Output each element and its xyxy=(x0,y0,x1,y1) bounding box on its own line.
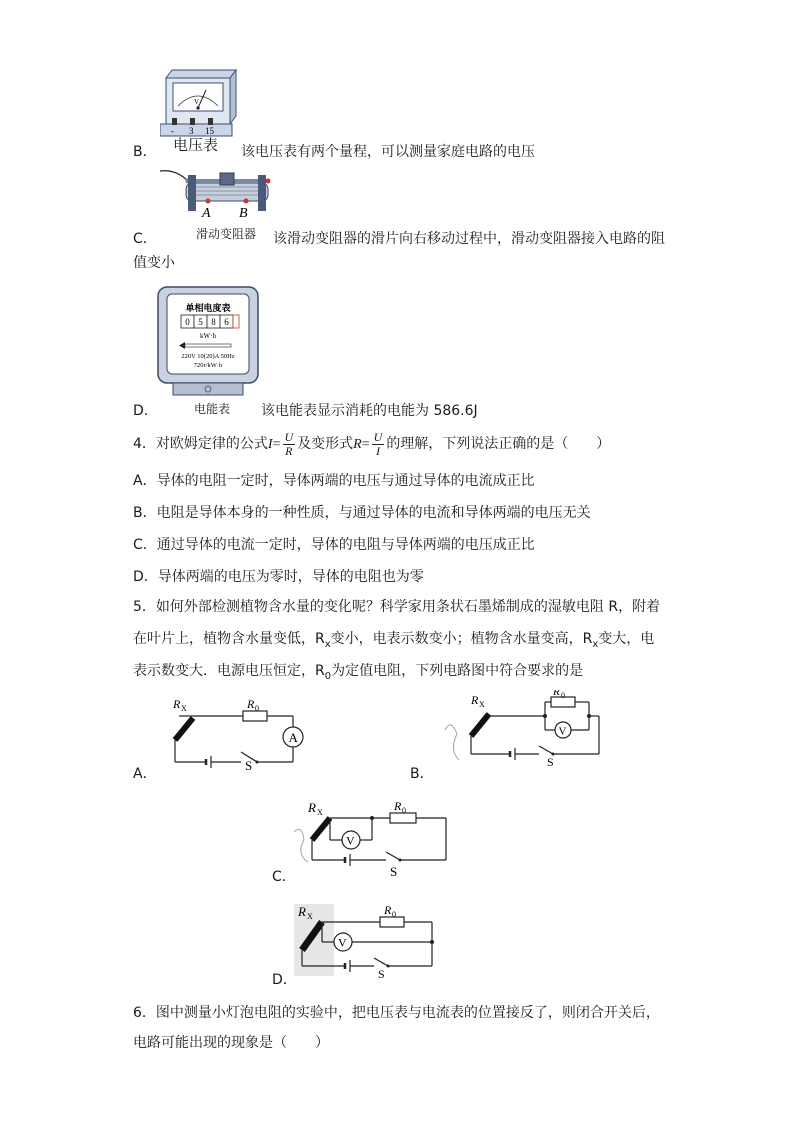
svg-text:A: A xyxy=(202,206,211,221)
svg-text:X: X xyxy=(307,912,313,921)
svg-text:R: R xyxy=(247,697,255,711)
svg-text:kW·h: kW·h xyxy=(200,332,216,340)
svg-text:0: 0 xyxy=(255,704,259,713)
svg-text:X: X xyxy=(317,808,323,817)
svg-text:X: X xyxy=(479,700,485,709)
option-c-letter: C． xyxy=(133,231,157,247)
voltmeter-label: 电压表 xyxy=(173,136,219,154)
svg-text:8: 8 xyxy=(211,317,216,327)
svg-text:R: R xyxy=(384,903,392,917)
option-b-text: 该电压表有两个量程，可以测量家庭电路的电压 xyxy=(241,144,535,160)
svg-text:单相电度表: 单相电度表 xyxy=(185,303,231,313)
q4-option-b: B．电阻是导体本身的一种性质，与通过导体的电流和导体两端的电压无关 xyxy=(133,505,591,521)
svg-text:0: 0 xyxy=(561,691,565,700)
rheostat-label: 滑动变阻器 xyxy=(196,227,257,241)
circuit-a xyxy=(165,694,305,772)
svg-text:V: V xyxy=(558,725,567,738)
svg-text:5: 5 xyxy=(198,317,203,327)
svg-text:V: V xyxy=(338,935,347,950)
circuit-c xyxy=(290,796,450,880)
svg-text:R: R xyxy=(471,693,479,707)
svg-text:3: 3 xyxy=(189,126,194,136)
svg-text:R: R xyxy=(173,697,181,711)
svg-text:720r/kW·h: 720r/kW·h xyxy=(193,362,223,369)
option-d-letter: D． xyxy=(133,403,158,419)
svg-text:R: R xyxy=(394,799,402,813)
svg-text:S: S xyxy=(390,864,398,879)
voltmeter-symbol: V xyxy=(194,98,200,106)
svg-text:S: S xyxy=(547,755,554,769)
svg-text:R: R xyxy=(308,800,316,815)
svg-text:S: S xyxy=(245,758,253,772)
option-c-text-line1: 该滑动变阻器的滑片向右移动过程中，滑动变阻器接入电路的阻 xyxy=(273,231,665,247)
svg-text:0: 0 xyxy=(392,910,396,919)
q4-option-c: C．通过导体的电流一定时，导体的电阻与导体两端的电压成正比 xyxy=(133,537,535,553)
svg-text:-: - xyxy=(171,126,174,136)
circuit-d-letter: D． xyxy=(272,972,297,988)
svg-text:220V 10(20)A 50Hz: 220V 10(20)A 50Hz xyxy=(181,353,235,360)
q5-line2: 在叶片上，植物含水量变低，$R_x$变小，电表示数变小；植物含水量变高，$R_x$变大，电 xyxy=(133,631,655,650)
circuit-a-letter: A． xyxy=(133,766,157,782)
svg-text:A: A xyxy=(288,730,298,745)
q6-line2: 电路可能出现的现象是（ ） xyxy=(133,1035,329,1051)
q4-option-d: D．导体两端的电压为零时，导体的电阻也为零 xyxy=(133,569,424,585)
svg-text:0: 0 xyxy=(185,317,190,327)
circuit-b xyxy=(443,690,603,776)
rheostat-figure xyxy=(158,165,274,225)
svg-text:B: B xyxy=(239,206,248,221)
svg-text:R: R xyxy=(298,904,306,919)
q6-line1: 6．图中测量小灯泡电阻的实验中，把电压表与电流表的位置接反了，则闭合开关后， xyxy=(133,1005,660,1021)
svg-text:0: 0 xyxy=(402,806,406,815)
energy-meter-figure xyxy=(157,286,259,398)
energy-meter-label: 电能表 xyxy=(194,402,231,416)
svg-text:R: R xyxy=(553,690,560,698)
circuit-d xyxy=(292,900,442,980)
svg-text:X: X xyxy=(181,704,187,713)
svg-text:15: 15 xyxy=(205,126,214,136)
svg-text:6: 6 xyxy=(224,317,229,327)
q4-option-a: A．导体的电阻一定时，导体两端的电压与通过导体的电流成正比 xyxy=(133,473,535,489)
circuit-b-letter: B． xyxy=(410,766,434,782)
circuit-c-letter: C． xyxy=(272,869,296,885)
q4-stem: 4．对欧姆定律的公式I= $\frac{U}{R}$ 及变形式R= $\frac{U}{I}$ 的理解，下列说法正确的是（ ） xyxy=(133,429,611,458)
option-b-letter: B． xyxy=(133,144,157,160)
q5-line1: 5．如何外部检测植物含水量的变化呢？科学家用条状石墨烯制成的湿敏电阻 R，附着 xyxy=(133,599,661,615)
option-c-text-line2: 值变小 xyxy=(133,255,175,271)
svg-text:S: S xyxy=(378,967,385,980)
svg-text:V: V xyxy=(346,833,355,848)
q5-line3: 表示数变大．电源电压恒定，$R_0$为定值电阻，下列电路图中符合要求的是 xyxy=(133,663,584,682)
option-d-text: 该电能表显示消耗的电能为 586.6J xyxy=(261,403,478,419)
